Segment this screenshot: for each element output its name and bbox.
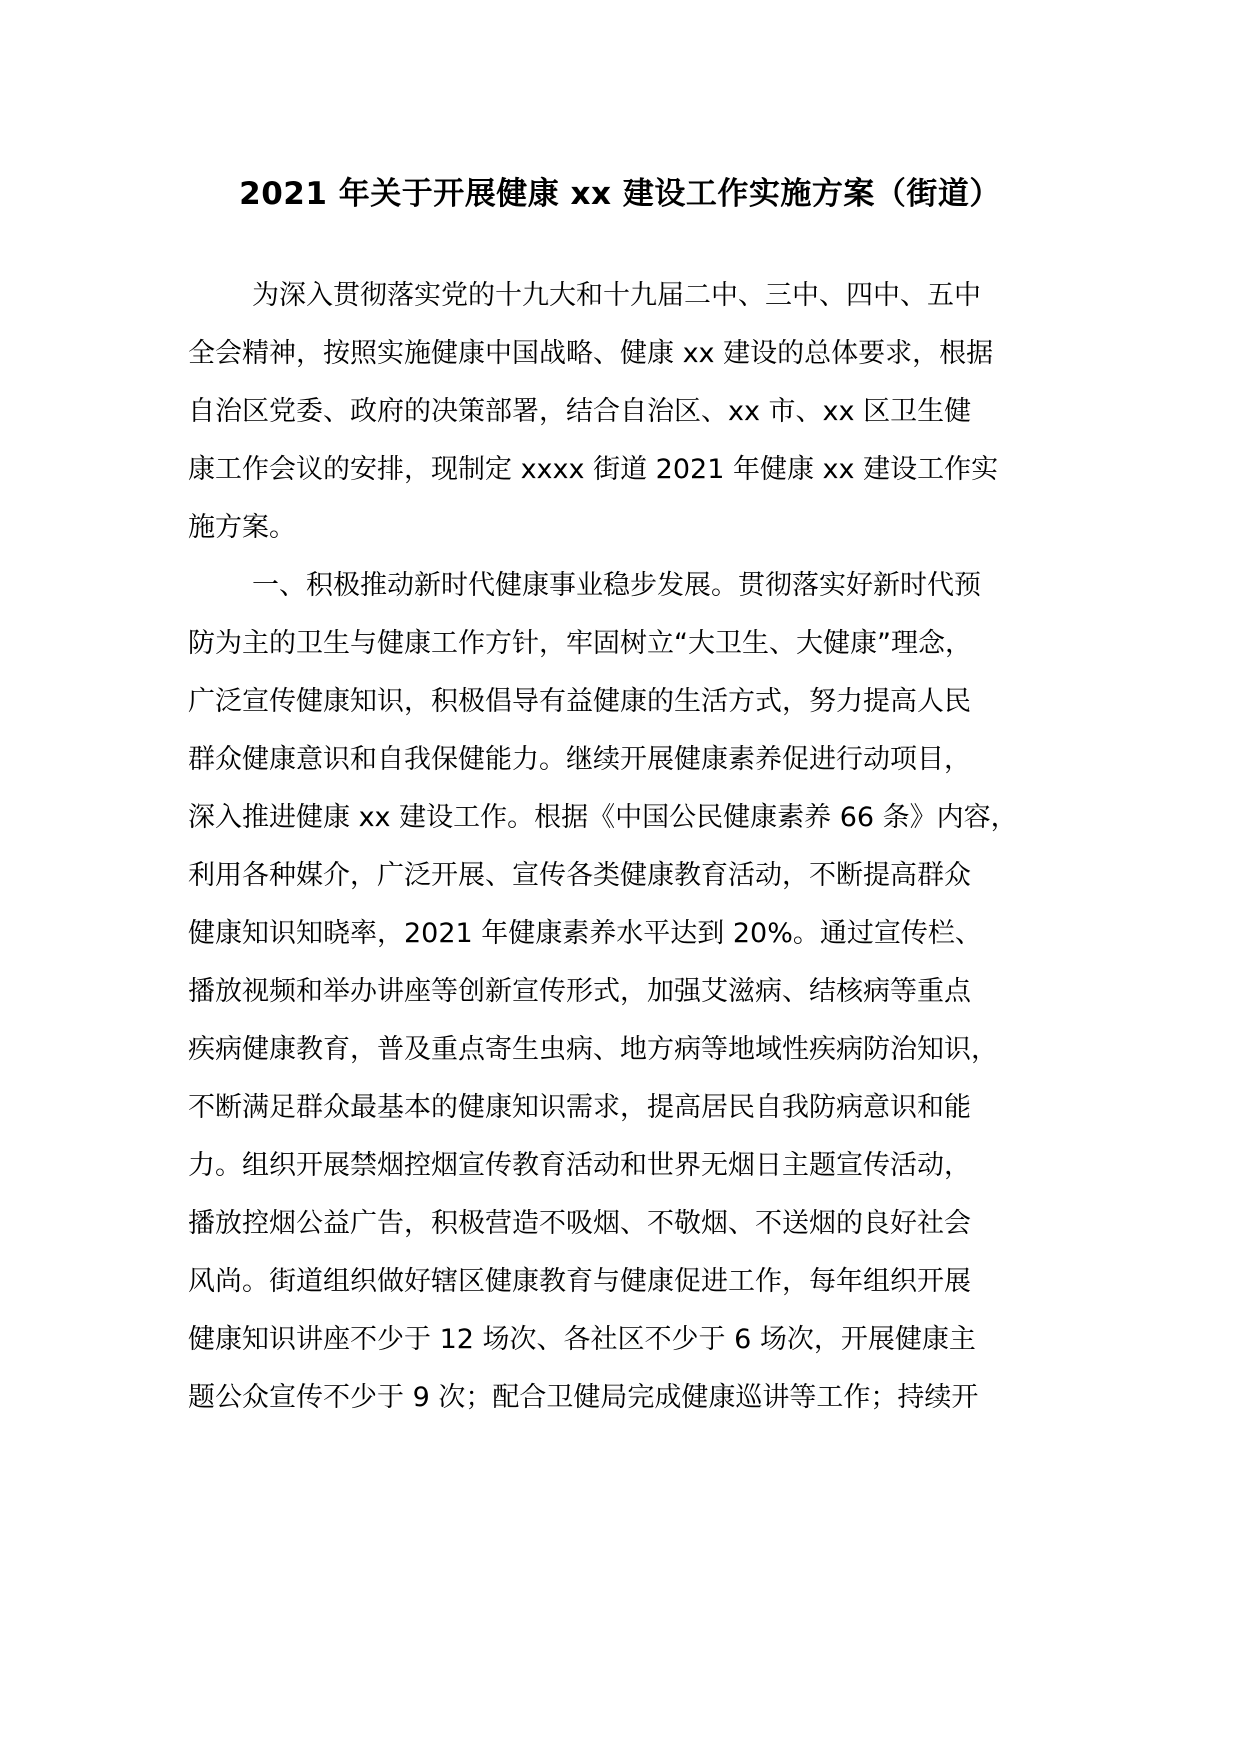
text-line: 康工作会议的安排，现制定 xxxx 街道 2021 年健康 xx 建设工作实	[188, 454, 999, 485]
text-line: 播放视频和举办讲座等创新宣传形式，加强艾滋病、结核病等重点	[188, 976, 971, 1007]
text-line: 力。组织开展禁烟控烟宣传教育活动和世界无烟日主题宣传活动，	[188, 1150, 971, 1181]
text-line: 防为主的卫生与健康工作方针，牢固树立“大卫生、大健康”理念，	[188, 628, 972, 659]
text-line: 风尚。街道组织做好辖区健康教育与健康促进工作，每年组织开展	[188, 1266, 971, 1297]
text-line: 深入推进健康 xx 建设工作。根据《中国公民健康素养 66 条》内容，	[188, 802, 1018, 833]
text-line: 健康知识知晓率，2021 年健康素养水平达到 20%。通过宣传栏、	[188, 918, 982, 949]
text-line: 一、积极推动新时代健康事业稳步发展。贯彻落实好新时代预	[252, 570, 981, 601]
text-line: 群众健康意识和自我保健能力。继续开展健康素养促进行动项目，	[188, 744, 971, 775]
text-line: 题公众宣传不少于 9 次；配合卫健局完成健康巡讲等工作；持续开	[188, 1382, 979, 1413]
text-line: 利用各种媒介，广泛开展、宣传各类健康教育活动，不断提高群众	[188, 860, 971, 891]
document-title: 2021 年关于开展健康 xx 建设工作实施方案（街道）	[239, 176, 1001, 212]
text-line: 全会精神，按照实施健康中国战略、健康 xx 建设的总体要求，根据	[188, 338, 994, 369]
text-line: 疾病健康教育，普及重点寄生虫病、地方病等地域性疾病防治知识，	[188, 1034, 998, 1065]
text-line: 健康知识讲座不少于 12 场次、各社区不少于 6 场次，开展健康主	[188, 1324, 976, 1355]
text-line: 播放控烟公益广告，积极营造不吸烟、不敬烟、不送烟的良好社会	[188, 1208, 971, 1239]
text-line: 自治区党委、政府的决策部署，结合自治区、xx 市、xx 区卫生健	[188, 396, 972, 427]
text-line: 不断满足群众最基本的健康知识需求，提高居民自我防病意识和能	[188, 1092, 971, 1123]
text-line: 施方案。	[188, 512, 296, 543]
text-line: 为深入贯彻落实党的十九大和十九届二中、三中、四中、五中	[252, 280, 981, 311]
text-line: 广泛宣传健康知识，积极倡导有益健康的生活方式，努力提高人民	[188, 686, 971, 717]
